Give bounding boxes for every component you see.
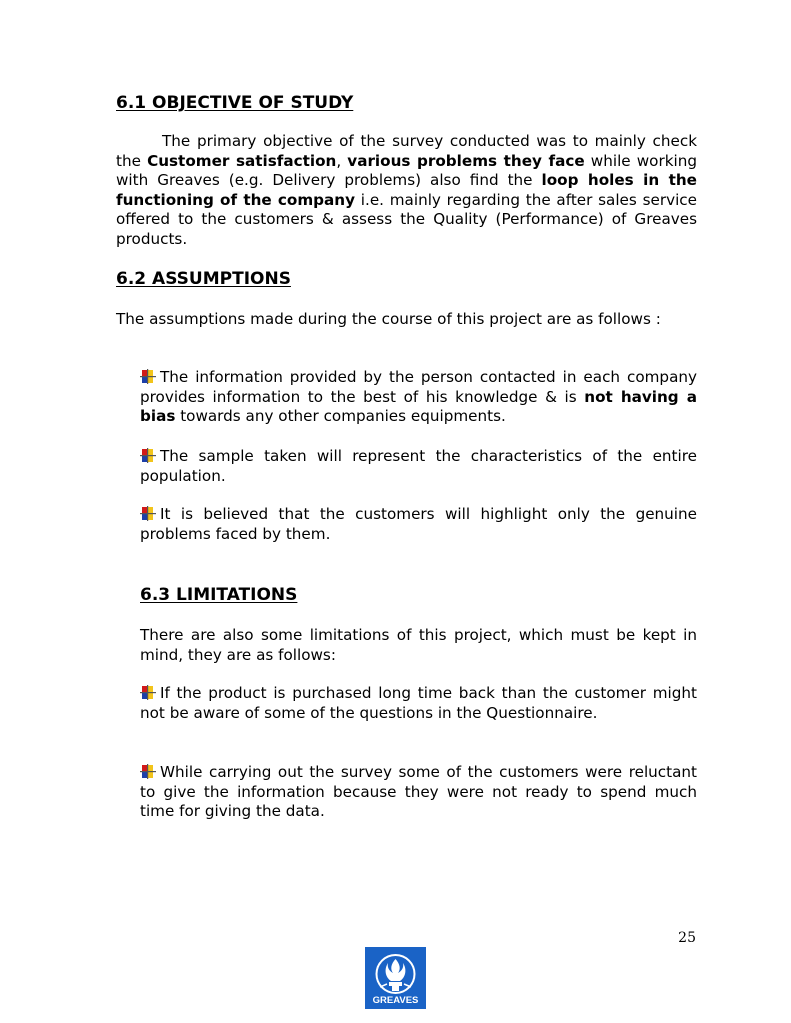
text-run: i.e. mainly regarding the after sales service offered to the customers & assess the Quality (Performance) of Greaves products. (116, 190, 697, 248)
text-run: The sample taken will represent the characteristics of the entire population. (140, 447, 697, 485)
bold-text: not having a bias (140, 387, 697, 425)
assumptions-intro: The assumptions made during the course of this project are as follows : (116, 310, 661, 328)
assumption-item (140, 505, 697, 544)
bold-text: Customer satisfaction (147, 151, 337, 170)
text-run: The information provided by the person contacted in each company provides information to the best of his knowledge & is (140, 368, 697, 406)
objective-paragraph (116, 132, 697, 249)
bullet-icon (140, 369, 156, 384)
text-run: The primary objective of the survey conducted was to mainly check the (116, 132, 697, 170)
assumption-item (140, 447, 697, 486)
page-number: 25 (678, 930, 696, 946)
text-run: towards any other companies equipments. (175, 407, 506, 425)
heading-limitations: 6.3 LIMITATIONS (140, 585, 298, 605)
logo-text: GREAVES (372, 995, 419, 1006)
text-run: If the product is purchased long time back than the customer might not be aware of some of the questions in the Questionnaire. (140, 684, 697, 722)
heading-objective: 6.1 OBJECTIVE OF STUDY (116, 93, 354, 113)
text-run: It is believed that the customers will highlight only the genuine problems faced by them. (140, 505, 697, 543)
limitation-item (140, 684, 697, 723)
assumption-item (140, 368, 697, 427)
limitations-intro: There are also some limitations of this project, which must be kept in mind, they are as follows: (140, 626, 697, 664)
text-run: , (336, 151, 348, 170)
bullet-icon (140, 685, 156, 700)
greaves-logo (365, 947, 426, 1009)
bullet-icon (140, 506, 156, 521)
limitation-item (140, 763, 697, 822)
text-run: while working with Greaves (e.g. Delivery problems) also find the (116, 151, 697, 189)
bullet-icon (140, 448, 156, 463)
text-run: While carrying out the survey some of the customers were reluctant to give the information because they were not ready to spend much time for giving the data. (140, 763, 697, 820)
bold-text: various problems they face (347, 151, 585, 170)
bullet-icon (140, 764, 156, 779)
heading-assumptions: 6.2 ASSUMPTIONS (116, 269, 291, 289)
bold-text: loop holes in the functioning of the company (116, 171, 697, 209)
